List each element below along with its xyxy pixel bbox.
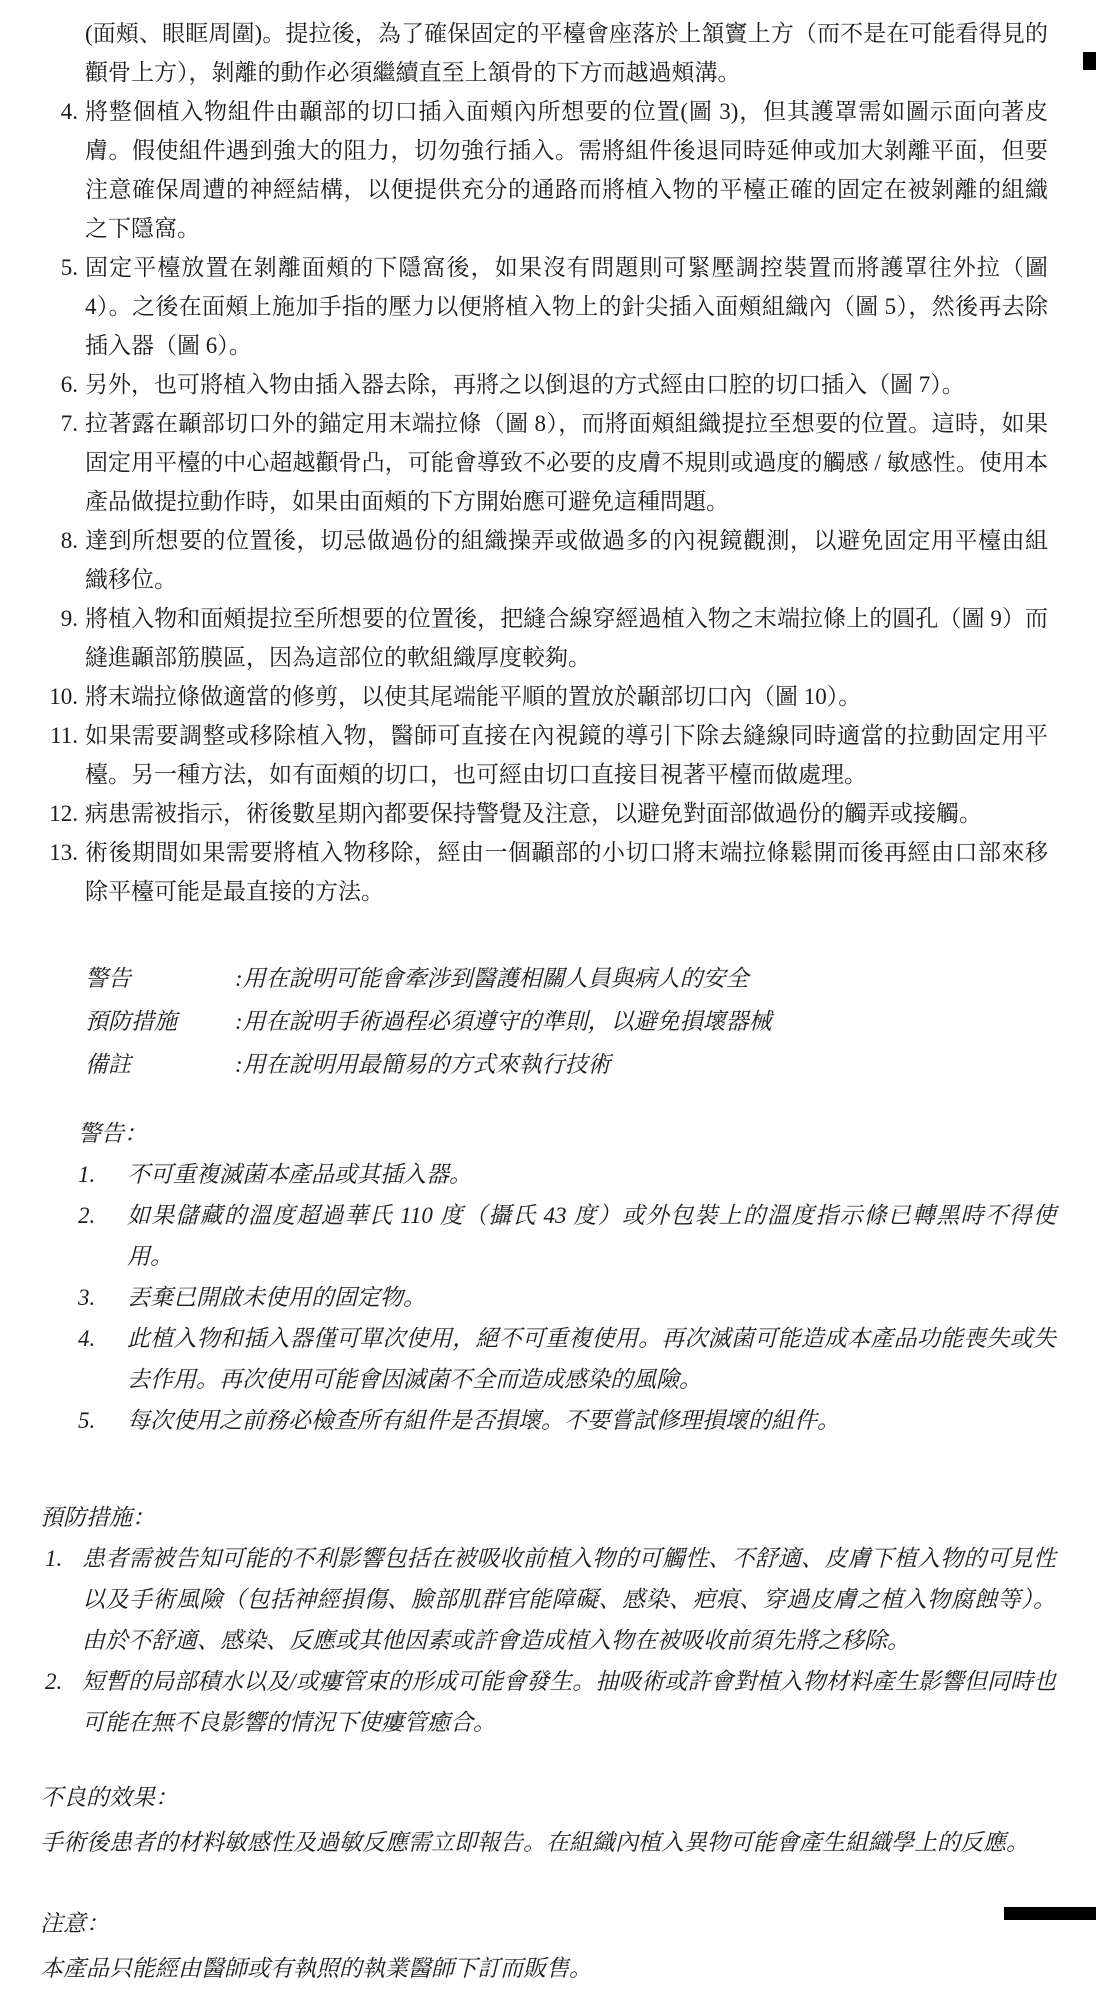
adverse-effects-text: 手術後患者的材料敏感性及過敏反應需立即報告。在組織內植入異物可能會產生組織學上的反應。 [40, 1830, 1029, 1855]
item-text: 將植入物和面頰提拉至所想要的位置後，把縫合線穿經過植入物之末端拉條上的圓孔（圖 9）而縫進顳部筋膜區，因為這部位的軟組織厚度較夠。 [85, 606, 1048, 670]
procedure-item [60, 365, 1048, 404]
item-number: 12. [49, 801, 78, 826]
item-text: 不可重複滅菌本產品或其插入器。 [127, 1162, 472, 1187]
warning-item [78, 1277, 1056, 1318]
procedure-item [49, 833, 1048, 911]
item-number: 7. [60, 411, 78, 436]
item-text: 將末端拉條做適當的修剪，以使其尾端能平順的置放於顳部切口內（圖 10）。 [85, 684, 862, 709]
item-number: 1. [78, 1162, 96, 1187]
item-number: 5. [78, 1408, 96, 1433]
item-text: 達到所想要的位置後，切忌做過份的組織操弄或做過多的內視鏡觀測，以避免固定用平檯由組織移位。 [85, 528, 1048, 592]
procedure-item [50, 716, 1048, 794]
caution-heading: 注意： [40, 1911, 109, 1936]
warnings-heading: 警告： [78, 1121, 147, 1146]
legend-definition: :用在說明可能會牽涉到醫護相關人員與病人的安全 [235, 966, 749, 991]
item-number: 4. [60, 99, 78, 124]
item-text: 病患需被指示，術後數星期內都要保持警覺及注意，以避免對面部做過份的觸弄或接觸。 [85, 801, 982, 826]
item-text: 如果儲藏的溫度超過華氏 110 度（攝氏 43 度）或外包裝上的溫度指示條已轉黑時不得使用。 [127, 1203, 1056, 1269]
procedure-item [60, 521, 1048, 599]
item-text: 固定平檯放置在剝離面頰的下隱窩後，如果沒有問題則可緊壓調控裝置而將護罩往外拉（圖 4）。之後在面頰上施加手指的壓力以便將植入物上的針尖插入面頰組織內（圖 5），然後再去除插入器（圖 6）。 [85, 255, 1048, 358]
item-number: 11. [50, 723, 78, 748]
legend-row [85, 1043, 1048, 1086]
legend-term: 預防措施 [85, 1009, 177, 1034]
scan-artifact-top-right [1083, 52, 1096, 70]
adverse-effects-section [40, 1777, 1066, 1863]
caution-text: 本產品只能經由醫師或有執照的執業醫師下訂而販售。 [40, 1956, 592, 1981]
item-number: 4. [78, 1326, 96, 1351]
legend-table [85, 957, 1048, 1086]
warnings-section [78, 1113, 1056, 1441]
legend-definition: :用在說明用最簡易的方式來執行技術 [235, 1052, 611, 1077]
adverse-effects-heading: 不良的效果： [40, 1785, 178, 1810]
item-number: 2. [78, 1203, 96, 1228]
item-text: 拉著露在顳部切口外的錨定用末端拉條（圖 8），而將面頰組織提拉至想要的位置。這時，如果固定用平檯的中心超越顴骨凸，可能會導致不必要的皮膚不規則或過度的觸感 / 敏感性。使用本產品做提拉動作時，如果由面頰的下方開始應可避免這種問題。 [85, 411, 1048, 514]
precaution-item [45, 1661, 1056, 1743]
item-text: 另外，也可將植入物由插入器去除，再將之以倒退的方式經由口腔的切口插入（圖 7）。 [85, 372, 965, 397]
item-number: 6. [60, 372, 78, 397]
item-text: 每次使用之前務必檢查所有組件是否損壞。不要嘗試修理損壞的組件。 [127, 1408, 840, 1433]
item-text: 丟棄已開啟未使用的固定物。 [127, 1285, 426, 1310]
item-text: 短暫的局部積水以及/或瘻管束的形成可能會發生。抽吸術或許會對植入物材料產生影響但同時也可能在無不良影響的情況下使瘻管癒合。 [82, 1669, 1056, 1735]
legend-term: 警告 [85, 966, 131, 991]
item-text: 將整個植入物組件由顳部的切口插入面頰內所想要的位置(圖 3)，但其護罩需如圖示面向著皮膚。假使組件遇到強大的阻力，切勿強行插入。需將組件後退同時延伸或加大剝離平面，但要注意確保周遭的神經結構，以便提供充分的通路而將植入物的平檯正確的固定在被剝離的組織之下隱窩。 [85, 99, 1048, 241]
legend-row [85, 957, 1048, 1000]
procedure-continuation-text: (面頰、眼眶周圍)。提拉後，為了確保固定的平檯會座落於上頷竇上方（而不是在可能看得見的顴骨上方），剝離的動作必須繼續直至上頷骨的下方而越過頰溝。 [85, 21, 1048, 85]
precautions-section [40, 1497, 1056, 1743]
procedure-item [49, 677, 1048, 716]
warning-item [78, 1318, 1056, 1400]
precaution-item [45, 1538, 1056, 1661]
warning-item [78, 1154, 1056, 1195]
item-number: 13. [49, 840, 78, 865]
item-number: 3. [78, 1285, 96, 1310]
legend-term: 備註 [85, 1052, 131, 1077]
item-number: 5. [60, 255, 78, 280]
item-text: 術後期間如果需要將植入物移除，經由一個顳部的小切口將末端拉條鬆開而後再經由口部來移除平檯可能是最直接的方法。 [85, 840, 1048, 904]
warning-item [78, 1195, 1056, 1277]
procedure-item [60, 92, 1048, 248]
item-text: 如果需要調整或移除植入物，醫師可直接在內視鏡的導引下除去縫線同時適當的拉動固定用平檯。另一種方法，如有面頰的切口，也可經由切口直接目視著平檯而做處理。 [85, 723, 1048, 787]
legend-definition: :用在說明手術過程必須遵守的準則，以避免損壞器械 [235, 1009, 772, 1034]
precautions-heading: 預防措施： [40, 1505, 155, 1530]
procedure-item [60, 248, 1048, 365]
procedure-list [49, 92, 1048, 911]
item-number: 9. [60, 606, 78, 631]
caution-section [40, 1903, 1066, 1989]
item-text: 此植入物和插入器僅可單次使用，絕不可重複使用。再次滅菌可能造成本產品功能喪失或失去作用。再次使用可能會因滅菌不全而造成感染的風險。 [127, 1326, 1056, 1392]
warning-item [78, 1400, 1056, 1441]
scan-artifact-bottom-right [1004, 1907, 1096, 1920]
procedure-item [49, 794, 1048, 833]
procedure-item [60, 599, 1048, 677]
procedure-item [60, 404, 1048, 521]
item-number: 8. [60, 528, 78, 553]
item-number: 2. [45, 1669, 63, 1694]
item-text: 患者需被告知可能的不利影響包括在被吸收前植入物的可觸性、不舒適、皮膚下植入物的可見性以及手術風險（包括神經損傷、臉部肌群官能障礙、感染、疤痕、穿過皮膚之植入物腐蝕等）。由於不舒適、感染、反應或其他因素或許會造成植入物在被吸收前須先將之移除。 [82, 1546, 1056, 1653]
item-number: 1. [45, 1546, 63, 1571]
item-number: 10. [49, 684, 78, 709]
legend-row [85, 1000, 1048, 1043]
